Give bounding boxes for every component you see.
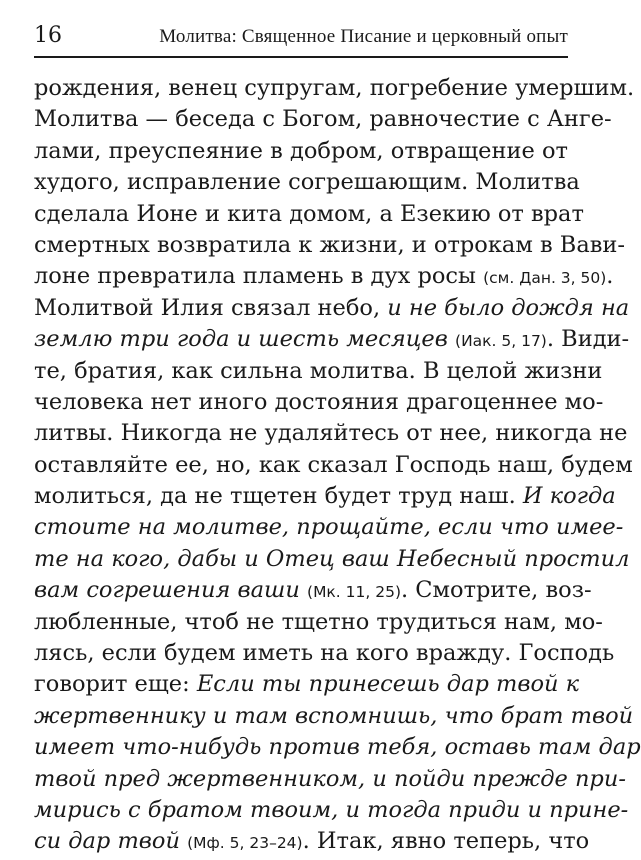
line-text: те, братия, как сильна молитва. В целой жизни [34,357,603,384]
page-number: 16 [34,23,62,48]
text-line [34,481,616,512]
quotation-text: стоите на молитве, прощайте, если что имее- [34,514,624,541]
line-text: говорит еще: [34,671,197,698]
text-line [34,136,568,167]
text-line [34,324,630,355]
line-text: худого, исправление согрешающим. Молитва [34,169,580,196]
line-text: смертных возвратила к жизни, и отрокам в Вави- [34,231,626,258]
line-text: молиться, да не тщетен будет труд наш. [34,483,523,510]
line-text: . [606,263,614,290]
line-text: сделала Ионе и кита домом, а Езекию от врат [34,200,584,227]
text-line [34,669,580,700]
line-text: лясь, если будем иметь на кого вражду. Господь [34,640,615,667]
quotation-text: И когда [522,483,616,510]
quotation-text: те на кого, дабы и Отец ваш Небесный простил [34,545,630,572]
line-text: Молитвой Илия связал небо, [34,294,388,321]
line-text: человека нет иного достояния драгоценнее мо- [34,388,604,415]
page-header [34,22,568,58]
scripture-reference: (Мф. 5, 23–24) [187,834,303,853]
quotation-text: вам согрешения ваши [34,577,300,604]
text-line [34,795,629,826]
quotation-text: мирись с братом твоим, и тогда приди и прине- [34,796,629,823]
text-line [34,575,592,606]
scripture-reference: (см. Дан. 3, 50) [483,269,607,288]
scripture-reference: (Мк. 11, 25) [307,583,401,602]
quotation-text: имеет что-нибудь против тебя, оставь там дар [34,734,641,761]
text-line [34,261,614,292]
text-line [34,104,612,135]
line-text: . Види- [546,326,630,353]
line-text: Молитва — беседа с Богом, равночестие с Анге- [34,106,612,133]
line-text [448,326,455,352]
line-text: . Итак, явно теперь, что [302,828,590,855]
quotation-text: жертвеннику и там вспомнишь, что брат твой [34,702,634,729]
text-line [34,544,630,575]
line-text: любленные, чтоб не тщетно трудиться нам, мо- [34,608,603,635]
running-head: Молитва: Священное Писание и церковный опыт [159,26,568,47]
text-line [34,607,603,638]
header-rule [34,56,568,58]
text-line [34,764,626,795]
text-line [34,826,590,857]
quotation-text: си дар твой [34,828,180,855]
text-line [34,293,630,324]
text-line [34,356,603,387]
quotation-text: и не было дождя на [387,294,630,321]
line-text: оставляйте ее, но, как сказал Господь наш, будем [34,451,633,478]
body-text [34,73,641,858]
line-text: литвы. Никогда не удаляйтесь от нее, никогда не [34,420,628,447]
text-line [34,512,624,543]
text-line [34,701,634,732]
text-line [34,732,641,763]
text-line [34,387,604,418]
line-text [300,577,307,603]
quotation-text: землю три года и шесть месяцев [34,326,448,353]
quotation-text: Если ты принесешь дар твой к [196,671,580,698]
text-line [34,73,635,104]
line-text: . Смотрите, воз- [401,577,592,604]
line-text: рождения, венец супругам, погребение умершим. [34,75,635,101]
scripture-reference: (Иак. 5, 17) [455,332,547,351]
text-line [34,167,580,198]
text-line [34,418,628,449]
text-line [34,199,584,230]
quotation-text: твой пред жертвенником, и пойди прежде при- [34,765,626,792]
text-line [34,638,615,669]
text-line [34,450,633,481]
line-text: лоне превратила пламень в дух росы [34,263,484,290]
line-text: лами, преуспеяние в добром, отвращение от [34,137,568,164]
text-line [34,230,626,261]
